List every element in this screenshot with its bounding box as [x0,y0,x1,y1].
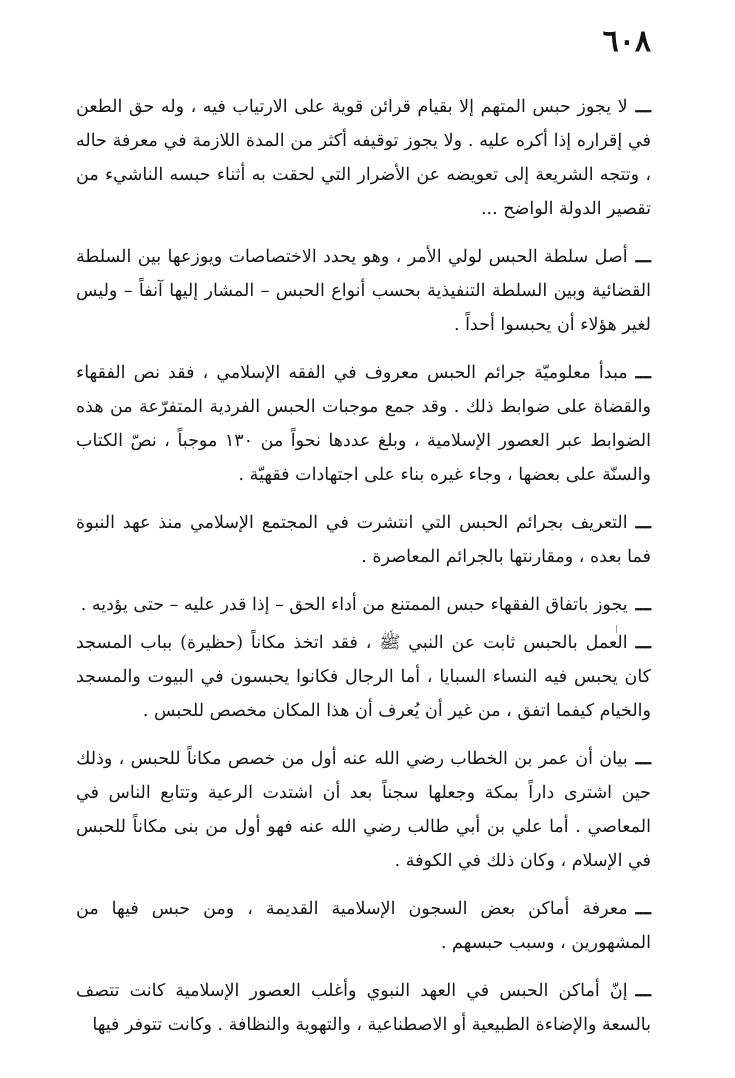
paragraph-1 [76,90,651,226]
page-number: ٦٠٨ [602,24,651,59]
paragraph-8 [76,892,651,960]
dash-marker: ـــ [635,97,651,117]
paragraph-text: معرفة أماكن بعض السجون الإسلامية القديمة ، ومن حبس فيها من المشهورين ، وسبب حبسهم . [76,899,651,953]
paragraph-3 [76,356,651,492]
dash-marker: ـــ [635,595,651,615]
paragraph-6 [76,626,651,728]
paragraph-2 [76,240,651,342]
paragraph-text: مبدأ معلوميّة جرائم الحبس معروف في الفقه الإسلامي ، فقد نص الفقهاء والقضاة على ضوابط ذلك . وقد جمع موجبات الحبس الفردية المتفرّعة من هذه الضوابط عبر العصور الإسلامية ، وبلغ عددها نحواً من ١٣٠ موجباً ، نصّ الكتاب والسنّة على بعضها ، وجاء غيره بناء على اجتهادات فقهيّة . [76,363,651,485]
paragraph-text: التعريف بجرائم الحبس التي انتشرت في المجتمع الإسلامي منذ عهد النبوة فما بعده ، ومقارنتها بالجرائم المعاصرة . [76,513,651,567]
paragraph-9 [76,974,651,1042]
paragraph-5 [76,588,651,622]
paragraph-text: يجوز باتفاق الفقهاء حبس الممتنع من أداء الحق – إذا قدر عليه – حتى يؤديه . [80,595,628,615]
dash-marker: ـــ [635,363,651,383]
paragraph-text: لا يجوز حبس المتهم إلا بقيام قرائن قوية على الارتياب فيه ، وله حق الطعن في إقراره إذا أكره عليه . ولا يجوز توقيفه أكثر من المدة اللازمة في معرفة حاله ، وتتجه الشريعة إلى تعويضه عن الأضرار التي لحقت به أثناء حبسه الناشيء من تقصير الدولة الواضح ... [76,97,651,219]
dash-marker: ـــ [635,899,651,919]
dash-marker: ـــ [635,247,651,267]
paragraph-text: العمل بالحبس ثابت عن النبي ﷺ ، فقد اتخذ مكاناً (حظيرة) بباب المسجد كان يحبس فيه النساء السبايا ، أما الرجال فكانوا يحبسون في البيوت والمسجد والخيام كيفما اتفق ، من غير أن يُعرف أن هذا المكان مخصص للحبس . [76,633,651,721]
paragraph-4 [76,506,651,574]
scan-speck [616,625,617,633]
dash-marker: ـــ [635,981,651,1001]
paragraph-text: بيان أن عمر بن الخطاب رضي الله عنه أول من خصص مكاناً للحبس ، وذلك حين اشترى داراً بمكة وجعلها سجناً بعد أن اشتدت الرعية وتتابع الناس في المعاصي . أما علي بن أبي طالب رضي الله عنه فهو أول من بنى مكاناً للحبس في الإسلام ، وكان ذلك في الكوفة . [76,749,651,871]
paragraph-text: أصل سلطة الحبس لولي الأمر ، وهو يحدد الاختصاصات ويوزعها بين السلطة القضائية وبين السلطة التنفيذية بحسب أنواع الحبس – المشار إليها آنفاً – وليس لغير هؤلاء أن يحبسوا أحداً . [76,247,651,335]
dash-marker: ـــ [635,633,651,653]
paragraph-7 [76,742,651,878]
paragraph-text: إنّ أماكن الحبس في العهد النبوي وأغلب العصور الإسلامية كانت تتصف بالسعة والإضاءة الطبيعية أو الاصطناعية ، والتهوية والنظافة . وكانت تتوفر فيها [76,981,651,1035]
dash-marker: ـــ [635,749,651,769]
body-text [76,90,651,1056]
dash-marker: ـــ [635,513,651,533]
